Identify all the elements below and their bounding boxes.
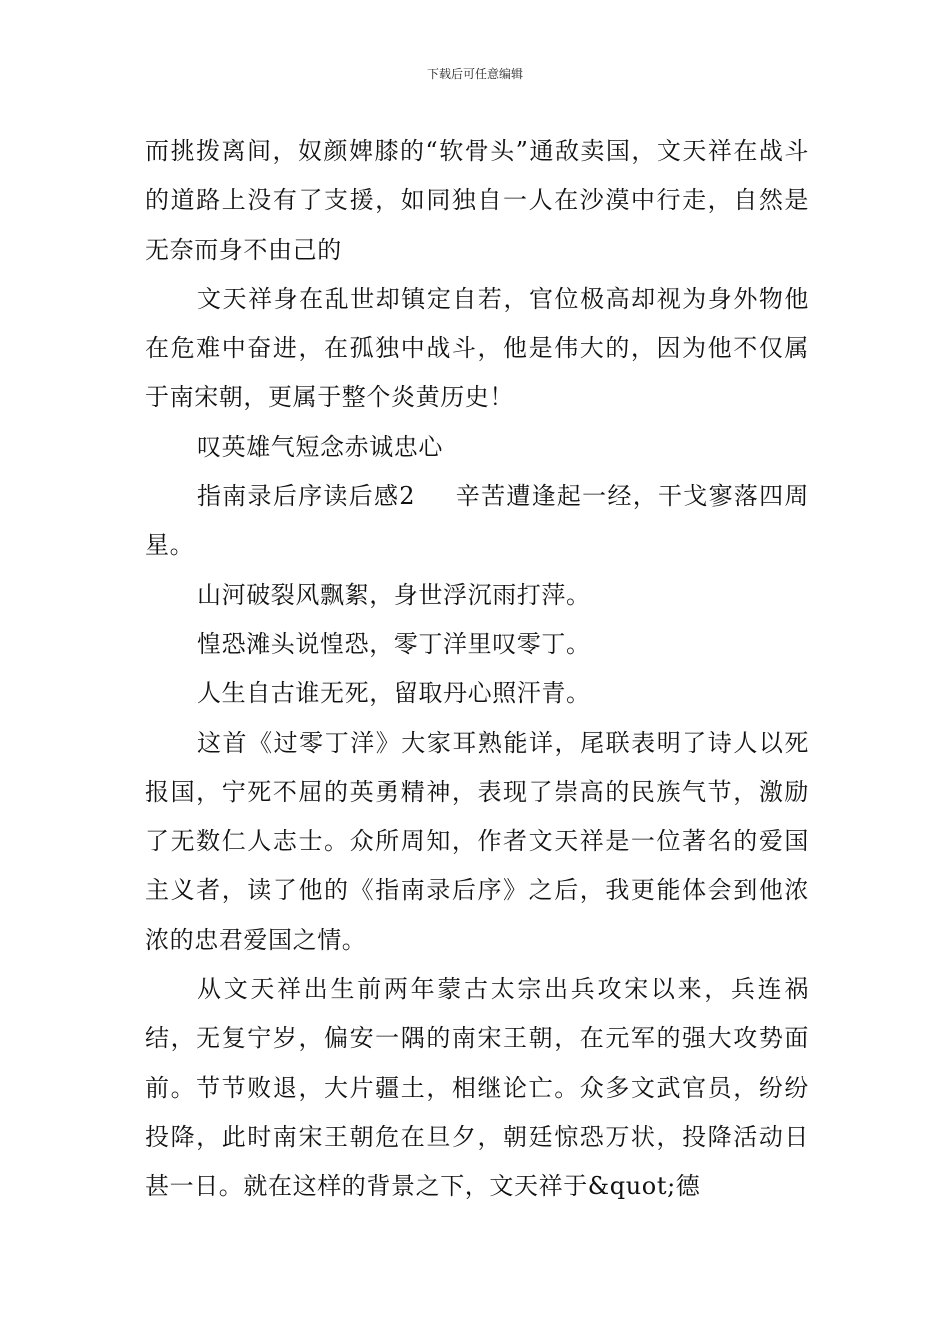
- poem-line-4: 人生自古谁无死，留取丹心照汗青。: [197, 679, 591, 708]
- page-header: 下载后可任意编辑: [426, 67, 523, 81]
- poem-line-1: 辛苦遭逢起一经，干戈寥落四周星。: [145, 482, 810, 560]
- subtitle-line: 叹英雄气短念赤诚忠心: [197, 432, 443, 461]
- poem-line-3: 惶恐滩头说惶恐，零丁洋里叹零丁。: [197, 629, 591, 658]
- paragraph-poem-discussion: 这首《过零丁洋》大家耳熟能详，尾联表明了诗人以死报国，宁死不屈的英勇精神，表现了崇高的民族气节，激励了无数仁人志士。众所周知，作者文天祥是一位著名的爱国主义者，读了他的《指南录后序》之后，我更能体会到他浓浓的忠君爱国之情。: [145, 728, 809, 954]
- paragraph-2: 文天祥身在乱世却镇定自若，官位极高却视为身外物他在危难中奋进，在孤独中战斗，他是伟大的，因为他不仅属于南宋朝，更属于整个炎黄历史！: [145, 284, 809, 412]
- poem-line-2: 山河破裂风飘絮，身世浮沉雨打萍。: [197, 580, 591, 609]
- document-body: [145, 127, 809, 1212]
- paragraph-1: 而挑拨离间，奴颜婢膝的“软骨头”通敌卖国，文天祥在战斗的道路上没有了支援，如同独自一人在沙漠中行走，自然是无奈而身不由己的: [145, 137, 809, 264]
- essay-title: 指南录后序读后感2: [197, 482, 416, 511]
- essay-title-line: [145, 472, 809, 571]
- paragraph-background: 从文天祥出生前两年蒙古太宗出兵攻宋以来，兵连祸结，无复宁岁，偏安一隅的南宋王朝，在元军的强大攻势面前。节节败退，大片疆土，相继论亡。众多文武官员，纷纷投降，此时南宋王朝危在旦夕，朝廷惊恐万状，投降活动日甚一日。就在这样的背景之下，文天祥于&quot;德: [145, 975, 809, 1201]
